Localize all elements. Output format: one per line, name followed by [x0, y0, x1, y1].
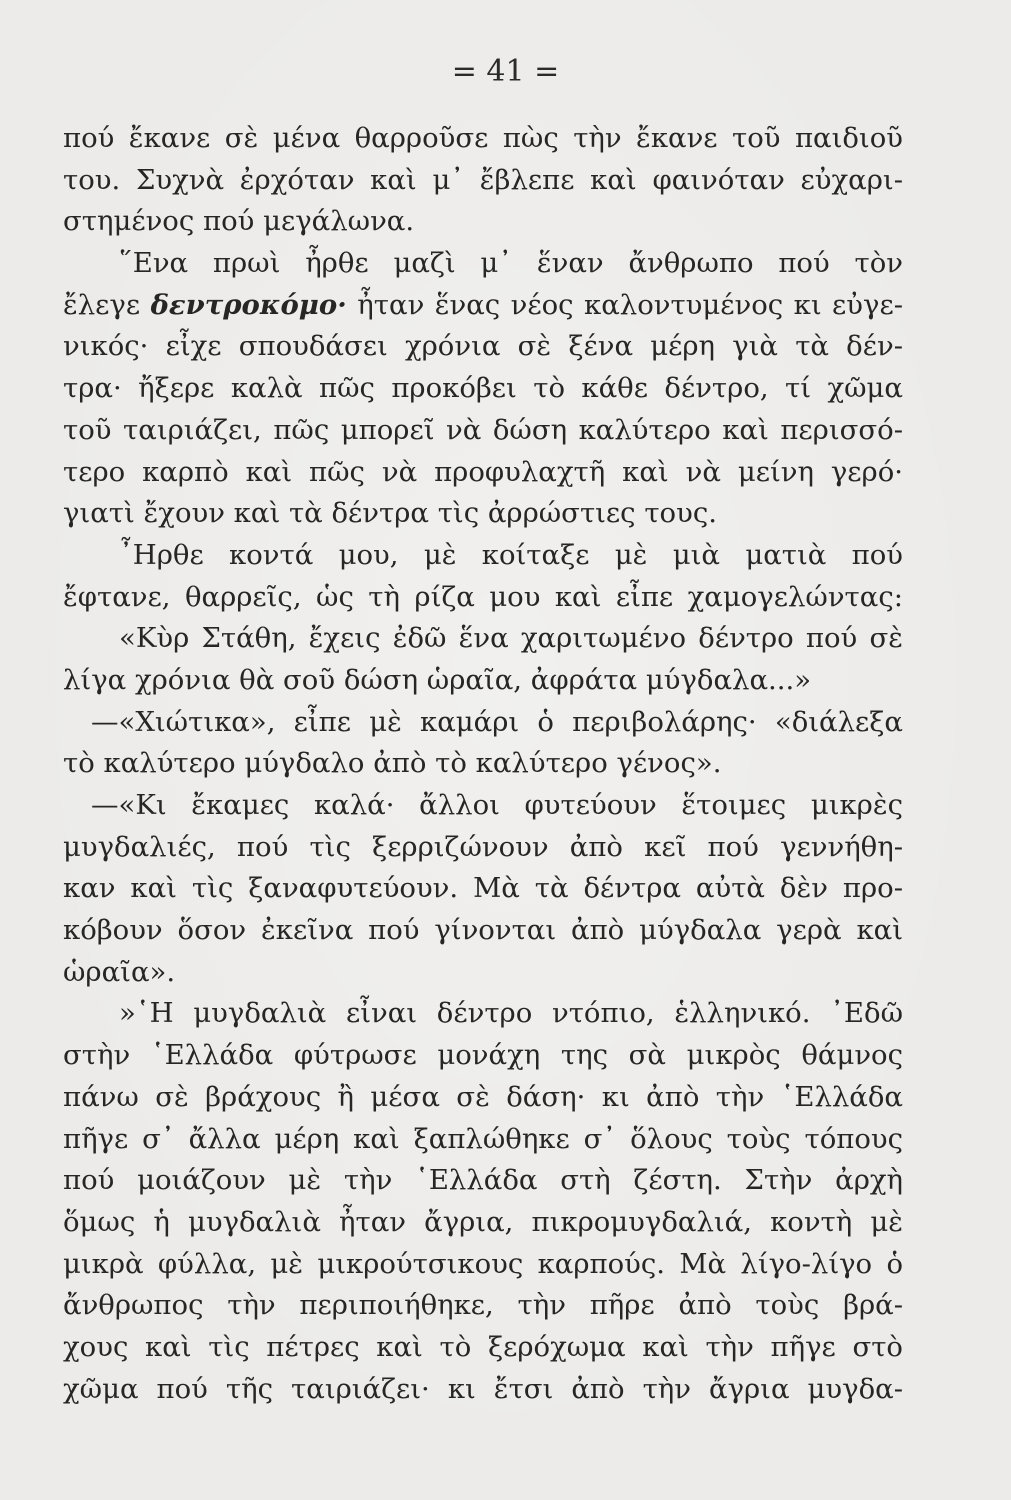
text-line: τερο καρπὸ καὶ πῶς νὰ προφυλαχτῆ καὶ νὰ μείνη γερό·: [63, 455, 903, 488]
text-segment: ἦταν ἕνας νέος καλοντυμένος κι εὐγε-: [346, 288, 903, 321]
text-line: χῶμα πού τῆς ταιριάζει· κι ἔτσι ἀπὸ τὴν ἄγρια μυγδα-: [63, 1372, 903, 1405]
text-line: ῏Ηρθε κοντά μου, μὲ κοίταξε μὲ μιὰ ματιὰ πού: [119, 538, 903, 571]
text-line: »῾Η μυγδαλιὰ εἶναι δέντρο ντόπιο, ἑλληνικό. ᾿Εδῶ: [119, 997, 903, 1030]
text-line: —«Χιώτικα», εἶπε μὲ καμάρι ὁ περιβολάρης· «διάλεξα: [91, 705, 903, 738]
text-line: κόβουν ὅσον ἐκεῖνα πού γίνονται ἀπὸ μύγδαλα γερὰ καὶ: [63, 914, 903, 947]
text-line: μυγδαλιές, πού τὶς ξερριζώνουν ἀπὸ κεῖ πού γεννήθη-: [63, 830, 903, 863]
body-text: [63, 118, 903, 1410]
text-line: ἔφτανε, θαρρεῖς, ὡς τὴ ρίζα μου καὶ εἶπε χαμογελώντας:: [63, 580, 903, 613]
text-line: καν καὶ τὶς ξαναφυτεύουν. Μὰ τὰ δέντρα αὐτὰ δὲν προ-: [63, 872, 903, 905]
text-line: στημένος πού μεγάλωνα.: [63, 205, 415, 238]
text-line: ἄνθρωπος τὴν περιποιήθηκε, τὴν πῆρε ἀπὸ τοὺς βρά-: [63, 1289, 903, 1322]
text-segment: ἔλεγε: [63, 288, 151, 321]
text-line: —«Κι ἔκαμες καλά· ἄλλοι φυτεύουν ἕτοιμες μικρὲς: [91, 789, 903, 821]
text-line: τρα· ἤξερε καλὰ πῶς προκόβει τὸ κάθε δέντρο, τί χῶμα: [63, 372, 903, 405]
text-line: νικός· εἶχε σπουδάσει χρόνια σὲ ξένα μέρη γιὰ τὰ δέν-: [63, 330, 903, 363]
text-line: ῞Ενα πρωὶ ἦρθε μαζὶ μ᾿ ἕναν ἄνθρωπο πού τὸν: [119, 247, 903, 280]
text-line: ὅμως ἡ μυγδαλιὰ ἦταν ἄγρια, πικρομυγδαλιά, κοντὴ μὲ: [63, 1205, 903, 1238]
text-line: τὸ καλύτερο μύγδαλο ἀπὸ τὸ καλύτερο γένος».: [63, 747, 722, 780]
text-line: στὴν ῾Ελλάδα φύτρωσε μονάχη της σὰ μικρὸς θάμνος: [63, 1039, 903, 1072]
text-line: του. Συχνὰ ἐρχόταν καὶ μ᾿ ἔβλεπε καὶ φαινόταν εὐχαρι-: [63, 163, 903, 196]
text-line: τοῦ ταιριάζει, πῶς μπορεῖ νὰ δώση καλύτερο καὶ περισσό-: [63, 413, 903, 446]
page-number: = 41 =: [451, 54, 560, 89]
text-line: «Κὺρ Στάθη, ἔχεις ἐδῶ ἕνα χαριτωμένο δέντρο πού σὲ: [119, 622, 903, 655]
text-line: χους καὶ τὶς πέτρες καὶ τὸ ξερόχωμα καὶ τὴν πῆγε στὸ: [63, 1330, 903, 1363]
text-line: πού μοιάζουν μὲ τὴν ῾Ελλάδα στὴ ζέστη. Στὴν ἀρχὴ: [63, 1164, 903, 1197]
text-line: γιατὶ ἔχουν καὶ τὰ δέντρα τὶς ἀρρώστιες τους.: [63, 497, 717, 530]
text-line: λίγα χρόνια θὰ σοῦ δώση ὡραῖα, ἀφράτα μύγδαλα...»: [63, 663, 812, 696]
text-line: [63, 285, 903, 327]
text-line: ὡραῖα».: [63, 955, 176, 988]
emphasized-term: δεντροκόμο·: [150, 288, 347, 321]
text-line: πῆγε σ᾿ ἄλλα μέρη καὶ ξαπλώθηκε σ᾿ ὅλους τοὺς τόπους: [63, 1122, 903, 1155]
text-line: πού ἔκανε σὲ μένα θαρροῦσε πὼς τὴν ἔκανε τοῦ παιδιοῦ: [63, 122, 903, 154]
text-line: μικρὰ φύλλα, μὲ μικρούτσικους καρπούς. Μὰ λίγο-λίγο ὁ: [63, 1247, 903, 1280]
text-line: πάνω σὲ βράχους ἢ μέσα σὲ δάση· κι ἀπὸ τὴν ῾Ελλάδα: [63, 1080, 903, 1113]
